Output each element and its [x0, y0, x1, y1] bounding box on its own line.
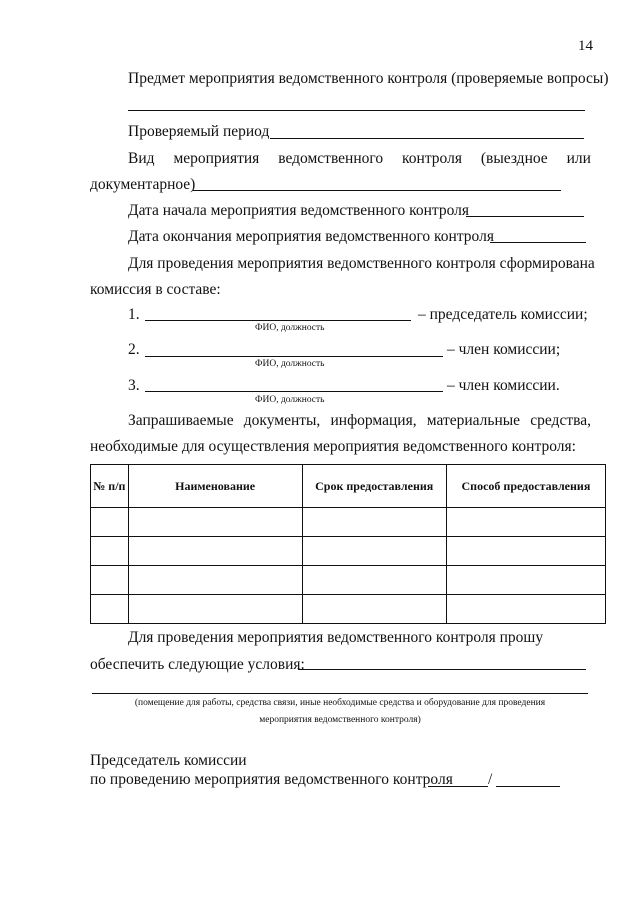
- table-cell[interactable]: [446, 566, 605, 595]
- signature-field[interactable]: [428, 786, 488, 787]
- conditions-line1: Для проведения мероприятия ведомственного контроля прошу: [128, 629, 544, 646]
- table-cell[interactable]: [91, 537, 129, 566]
- documents-table: [90, 464, 606, 624]
- table-cell[interactable]: [302, 508, 446, 537]
- member-name-field[interactable]: [145, 356, 443, 357]
- conditions-line2: обеспечить следующие условия:: [90, 656, 305, 673]
- table-cell[interactable]: [446, 508, 605, 537]
- commission-intro-line2: комиссия в составе:: [90, 281, 221, 298]
- conditions-field[interactable]: [298, 669, 586, 670]
- documents-intro-word: документы,: [243, 412, 321, 429]
- table-cell[interactable]: [128, 595, 302, 624]
- subject-label: Предмет мероприятия ведомственного контроля (проверяемые вопросы): [128, 70, 609, 87]
- start-date-field[interactable]: [466, 216, 584, 217]
- table-cell[interactable]: [446, 537, 605, 566]
- member-name-field[interactable]: [145, 320, 411, 321]
- period-label: Проверяемый период: [128, 123, 270, 140]
- table-cell[interactable]: [91, 595, 129, 624]
- type-word: мероприятия: [173, 150, 260, 167]
- column-header-deadline: Срок предоставления: [302, 465, 446, 508]
- conditions-caption-line2: мероприятия ведомственного контроля): [259, 715, 421, 725]
- end-date-label: Дата окончания мероприятия ведомственного контроля: [128, 228, 494, 245]
- documents-intro-line1: [128, 412, 591, 430]
- documents-intro-line2: необходимые для осуществления мероприятия ведомственного контроля:: [90, 438, 576, 455]
- type-word: (выездное: [480, 150, 548, 167]
- table-row: [91, 595, 606, 624]
- type-word: ведомственного: [278, 150, 384, 167]
- table-header-row: [91, 465, 606, 508]
- table-cell[interactable]: [302, 566, 446, 595]
- member-name-field[interactable]: [145, 391, 443, 392]
- type-word: Вид: [128, 150, 155, 167]
- table-cell[interactable]: [302, 595, 446, 624]
- table-cell[interactable]: [128, 508, 302, 537]
- column-header-name: Наименование: [128, 465, 302, 508]
- signature-title-line2: по проведению мероприятия ведомственного контроля: [90, 771, 453, 788]
- member-role: – председатель комиссии;: [418, 306, 588, 323]
- table-cell[interactable]: [91, 566, 129, 595]
- conditions-field-continued[interactable]: [92, 693, 588, 694]
- member-caption: ФИО, должность: [255, 323, 325, 333]
- member-number: 2.: [128, 341, 140, 358]
- signature-separator: /: [488, 771, 493, 788]
- member-number: 1.: [128, 306, 140, 323]
- documents-intro-word: средства,: [530, 412, 591, 429]
- table-cell[interactable]: [446, 595, 605, 624]
- column-header-method: Способ предоставления: [446, 465, 605, 508]
- table-cell[interactable]: [91, 508, 129, 537]
- member-role: – член комиссии.: [447, 377, 560, 394]
- member-number: 3.: [128, 377, 140, 394]
- type-word: контроля: [402, 150, 462, 167]
- type-continuation: документарное): [90, 176, 196, 193]
- documents-intro-word: Запрашиваемые: [128, 412, 234, 429]
- end-date-field[interactable]: [490, 242, 586, 243]
- member-caption: ФИО, должность: [255, 359, 325, 369]
- table-row: [91, 566, 606, 595]
- member-role: – член комиссии;: [447, 341, 561, 358]
- type-field[interactable]: [193, 190, 561, 191]
- signature-name-field[interactable]: [496, 786, 560, 787]
- period-field[interactable]: [270, 138, 584, 139]
- table-cell[interactable]: [128, 537, 302, 566]
- table-cell[interactable]: [302, 537, 446, 566]
- column-header-number: № п/п: [91, 465, 129, 508]
- start-date-label: Дата начала мероприятия ведомственного контроля: [128, 202, 470, 219]
- signature-title-line1: Председатель комиссии: [90, 752, 247, 769]
- commission-intro-line1: Для проведения мероприятия ведомственного контроля сформирована: [128, 255, 595, 272]
- table-cell[interactable]: [128, 566, 302, 595]
- type-word: или: [566, 150, 591, 167]
- conditions-caption-line1: (помещение для работы, средства связи, иные необходимые средства и оборудование для проведения: [134, 698, 546, 708]
- member-caption: ФИО, должность: [255, 395, 325, 405]
- table-row: [91, 537, 606, 566]
- type-line: [128, 150, 591, 168]
- documents-intro-word: информация,: [330, 412, 417, 429]
- documents-intro-word: материальные: [426, 412, 521, 429]
- page-number: 14: [578, 38, 593, 54]
- table-row: [91, 508, 606, 537]
- subject-field[interactable]: [128, 110, 585, 111]
